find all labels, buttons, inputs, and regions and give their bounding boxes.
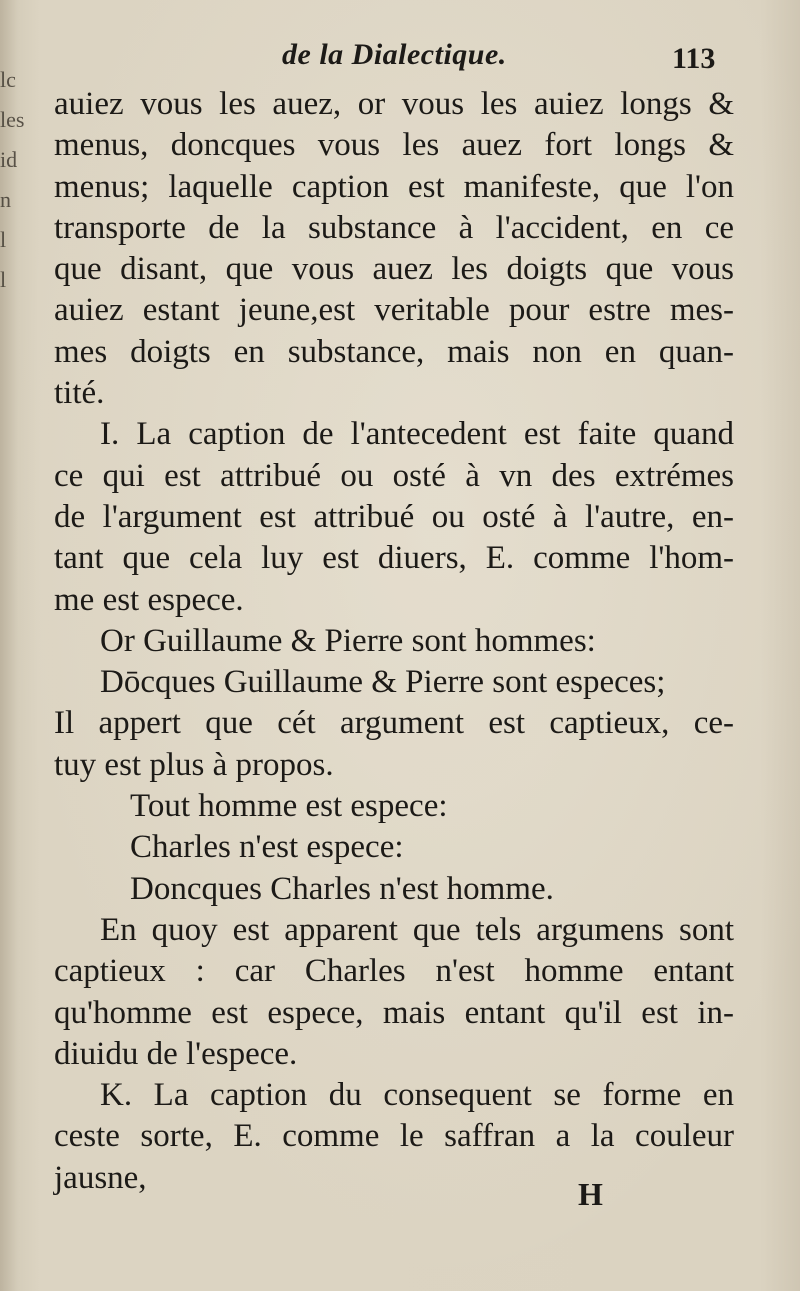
text-line: ce qui est attribué ou osté à vn des extrémes xyxy=(54,457,734,494)
syllogism-line: Charles n'est espece: xyxy=(130,829,404,866)
text-line: qu'homme est espece, mais entant qu'il est in- xyxy=(54,994,734,1031)
margin-fragment: id xyxy=(0,147,18,172)
text-line: tant que cela luy est diuers, E. comme l'hom- xyxy=(54,540,734,577)
text-line: auiez vous les auez, or vous les auiez longs & xyxy=(54,86,734,122)
margin-fragment: les xyxy=(0,107,25,132)
paragraph-first-line: I. La caption de l'antecedent est faite quand xyxy=(100,416,734,453)
page-body xyxy=(54,84,734,1199)
adjacent-page-margin xyxy=(0,60,28,400)
page-header xyxy=(0,34,800,84)
syllogism-line: Tout homme est espece: xyxy=(130,788,448,825)
paragraph-first-line: K. La caption du consequent se forme en xyxy=(100,1077,734,1114)
text-line: mes doigts en substance, mais non en quan- xyxy=(54,333,734,370)
syllogism-line: Dōcques Guillaume & Pierre sont especes; xyxy=(100,664,666,701)
syllogism-line: Doncques Charles n'est homme. xyxy=(130,870,554,907)
margin-fragment: l xyxy=(0,227,7,252)
text-line: captieux : car Charles n'est homme entant xyxy=(54,953,734,990)
syllogism-line: Or Guillaume & Pierre sont hommes: xyxy=(100,622,596,659)
text-line: transporte de la substance à l'accident, en ce xyxy=(54,209,734,246)
text-line: diuidu de l'espece. xyxy=(54,1035,298,1072)
text-line: menus; laquelle caption est manifeste, que l'on xyxy=(54,168,734,205)
text-line: Il appert que cét argument est captieux, ce- xyxy=(54,705,734,742)
text-line: ceste sorte, E. comme le saffran a la couleur xyxy=(54,1118,734,1155)
text-line: que disant, que vous auez les doigts que vous xyxy=(54,251,734,288)
text-line: tuy est plus à propos. xyxy=(54,746,334,783)
text-line: tité. xyxy=(54,375,105,412)
text-line: me est espece. xyxy=(54,581,244,618)
page-number: 113 xyxy=(672,42,716,75)
margin-fragment: lc xyxy=(0,67,16,92)
margin-fragment: l xyxy=(0,267,7,292)
text-line: de l'argument est attribué ou osté à l'autre, en- xyxy=(54,498,734,535)
running-title: de la Dialectique. xyxy=(282,38,507,71)
text-line: jausne, xyxy=(54,1159,147,1196)
text-line: menus, doncques vous les auez fort longs & xyxy=(54,127,734,164)
margin-fragment: n xyxy=(0,187,11,212)
signature-mark: H xyxy=(578,1176,603,1212)
paragraph-first-line: En quoy est apparent que tels argumens sont xyxy=(100,911,734,948)
text-line: auiez estant jeune,est veritable pour estre mes- xyxy=(54,292,734,329)
